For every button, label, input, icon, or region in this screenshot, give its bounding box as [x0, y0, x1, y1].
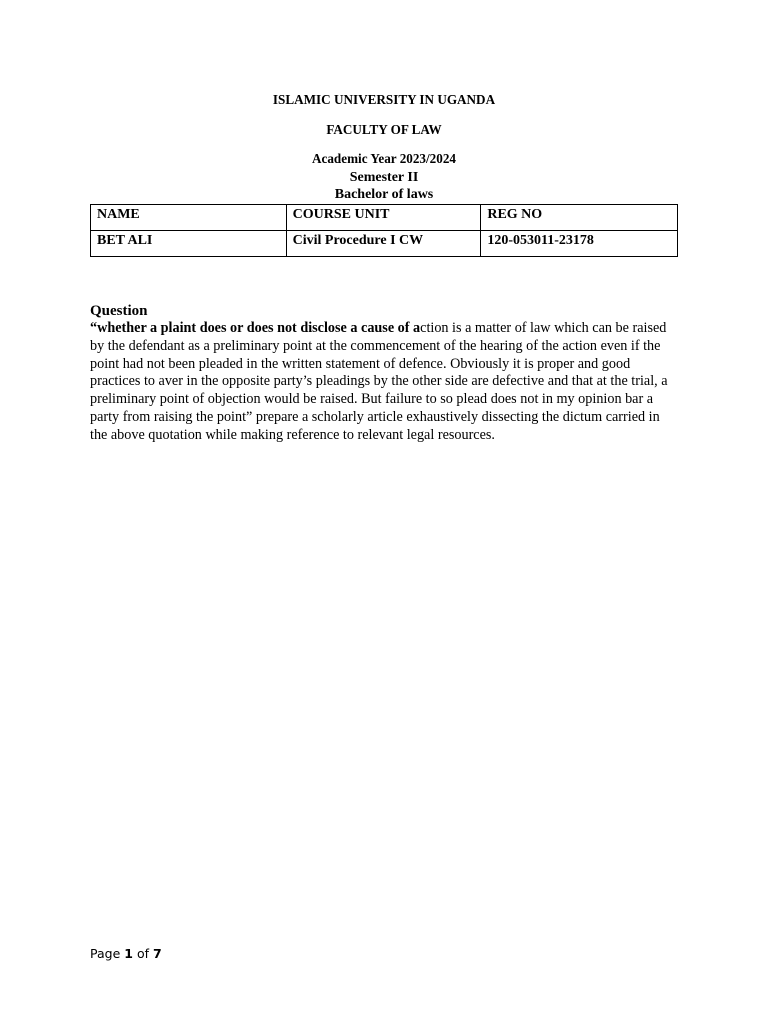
total-page-count: 7: [152, 946, 162, 961]
question-body-text: ction is a matter of law which can be raised by the defendant as a preliminary point at the commencement of the hearing of the action even if the point had not been pleaded in the written statement of defence. Obviously it is proper and good practices to aver in the opposite party’s pleadings by the other side are defective and that at the trial, a preliminary point of objection would be raised. But failure to so plead does not in my opinion bar a party from raising the point” prepare a scholarly article exhaustively dissecting the dictum carried in the above quotation while making reference to relevant legal resources.: [90, 320, 668, 443]
question-heading: Question: [90, 303, 148, 319]
student-info-table: [90, 204, 678, 257]
question-text: [90, 320, 678, 445]
page-label: Page: [90, 946, 121, 961]
table-header-row: [91, 205, 678, 231]
current-page-number: 1: [124, 946, 133, 961]
cell-name: BET ALI: [91, 231, 287, 257]
cell-reg-no: 120-053011-23178: [481, 231, 678, 257]
cell-course-unit: Civil Procedure I CW: [286, 231, 481, 257]
university-name: ISLAMIC UNIVERSITY IN UGANDA: [272, 93, 496, 108]
column-header-name: NAME: [91, 205, 287, 231]
academic-year: Academic Year 2023/2024: [311, 152, 456, 167]
programme: Bachelor of laws: [334, 187, 434, 202]
column-header-reg-no: REG NO: [481, 205, 678, 231]
of-label: of: [136, 946, 149, 961]
question-lead-bold: “whether a plaint does or does not disclose a cause of a: [90, 320, 421, 336]
semester: Semester II: [349, 170, 419, 185]
page-footer: [90, 946, 162, 961]
table-row: [91, 231, 678, 257]
faculty-name: FACULTY OF LAW: [326, 123, 442, 138]
column-header-course-unit: COURSE UNIT: [286, 205, 481, 231]
